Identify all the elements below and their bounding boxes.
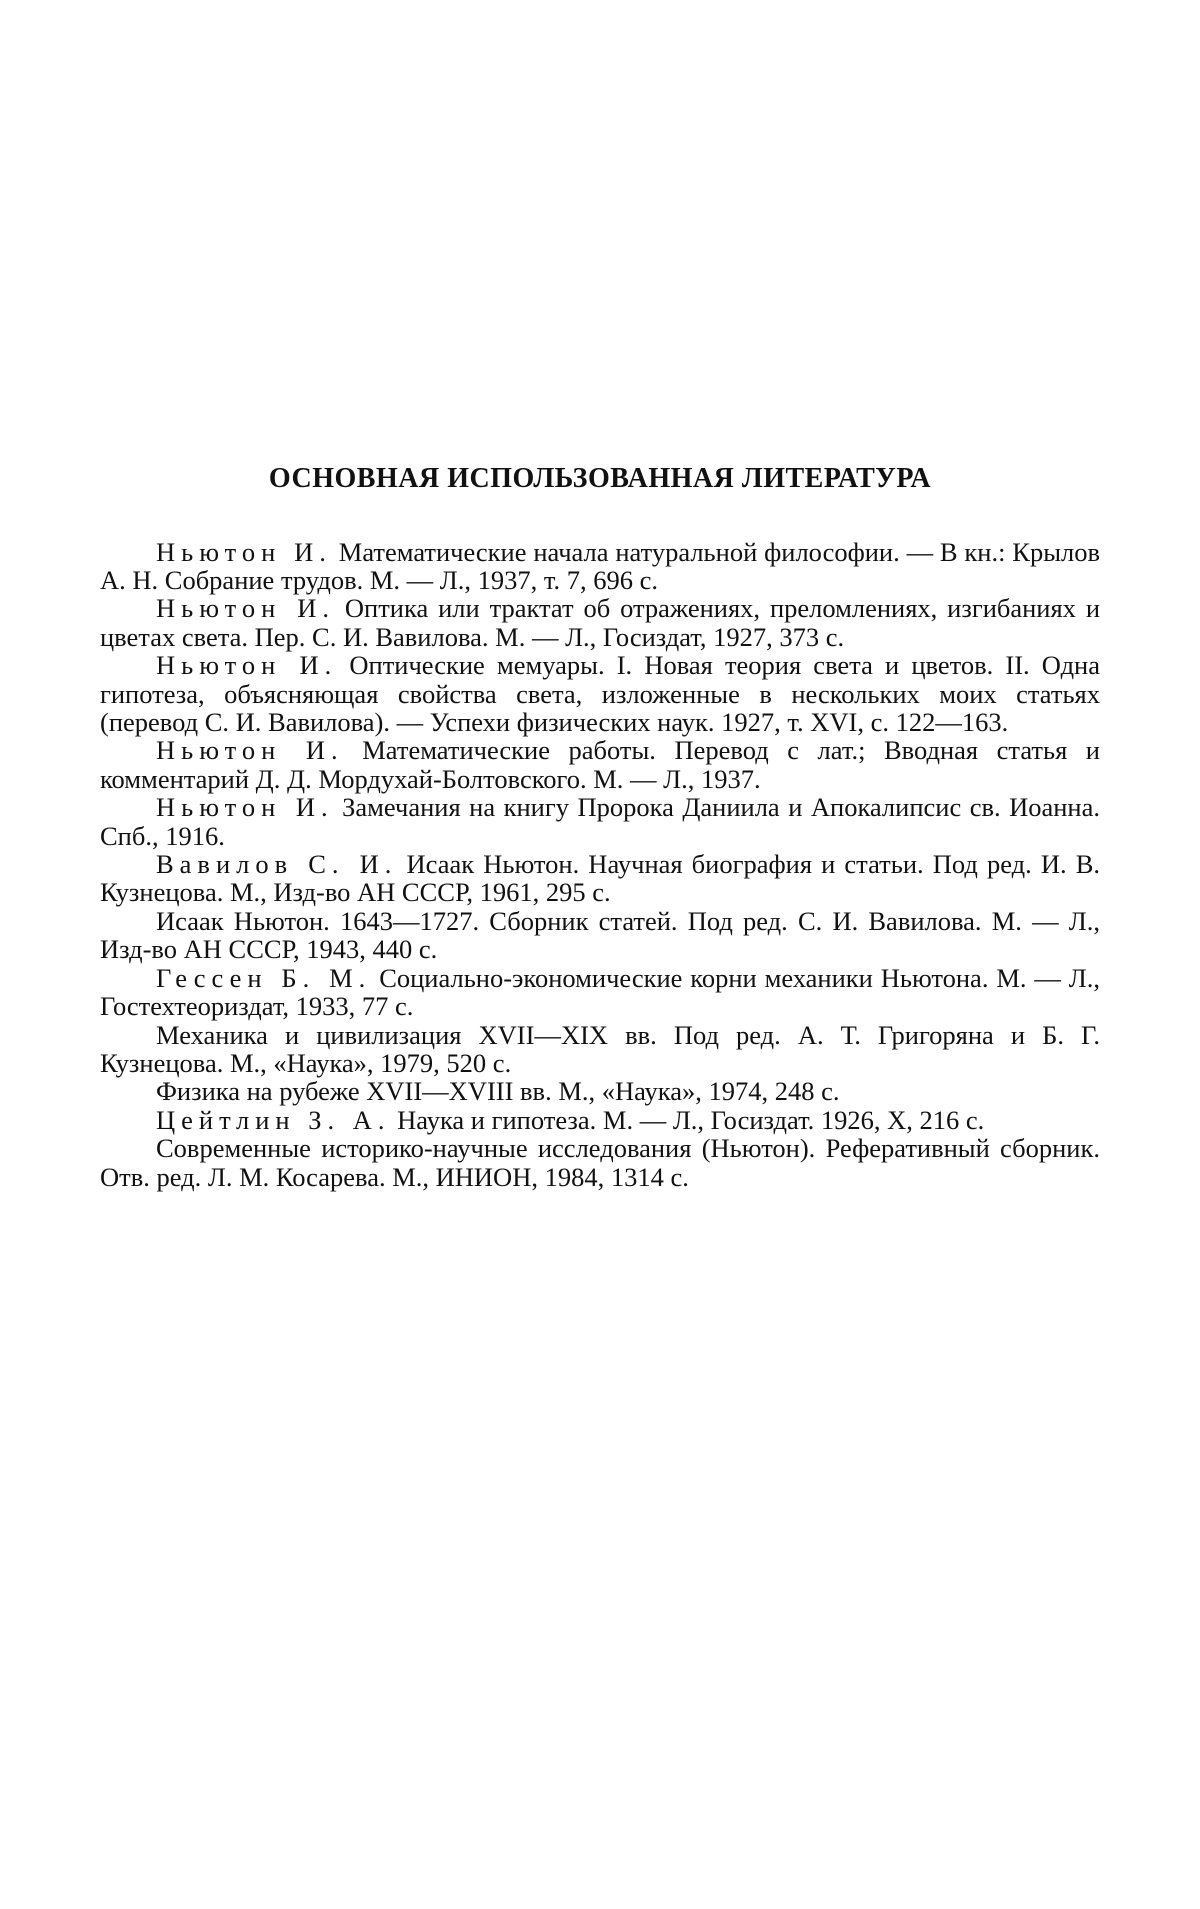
entry-author: Ньютон И. bbox=[156, 792, 334, 822]
bibliography-page bbox=[100, 462, 1100, 1191]
entry-text: Замечания на книгу Пророка Даниила и Апокалипсис св. Иоанна. Спб., 1916. bbox=[100, 792, 1100, 850]
bibliography-entry bbox=[100, 651, 1100, 736]
bibliography-entry bbox=[100, 538, 1100, 595]
bibliography-entry bbox=[100, 964, 1100, 1021]
bibliography-list bbox=[100, 538, 1100, 1191]
entry-author: Гессен Б. М. bbox=[156, 963, 371, 993]
entry-text: Современные историко-научные исследования (Ньютон). Реферативный сборник. Отв. ред. Л. М. Косарева. М., ИНИОН, 1984, 1314 с. bbox=[100, 1133, 1100, 1191]
bibliography-entry bbox=[100, 594, 1100, 651]
entry-author: Ньютон И. bbox=[156, 650, 337, 680]
entry-author: Ньютон И. bbox=[156, 735, 344, 765]
entry-author: Ньютон И. bbox=[156, 593, 335, 623]
entry-text: Исаак Ньютон. Научная биография и статьи. Под ред. И. В. Кузнецова. М., Изд-во АН СССР, 1961, 295 с. bbox=[100, 849, 1100, 907]
entry-text: Физика на рубеже XVII—XVIII вв. М., «Наука», 1974, 248 с. bbox=[156, 1076, 840, 1106]
entry-author: Ньютон И. bbox=[156, 537, 332, 567]
bibliography-entry bbox=[100, 907, 1100, 964]
entry-text: Наука и гипотеза. М. — Л., Госиздат. 1926, X, 216 с. bbox=[397, 1105, 984, 1135]
entry-text: Оптические мемуары. I. Новая теория света и цветов. II. Одна гипотеза, объясняющая свойства света, изложенные в нескольких моих статьях (перевод С. И. Вавилова). — Успехи физических наук. 1927, т. XVI, с. 122—163. bbox=[100, 650, 1100, 737]
bibliography-entry bbox=[100, 1021, 1100, 1078]
bibliography-entry bbox=[100, 1077, 1100, 1105]
entry-text: Математические начала натуральной философии. — В кн.: Крылов А. Н. Собрание трудов. М. — Л., 1937, т. 7, 696 с. bbox=[100, 537, 1100, 595]
entry-text: Оптика или трактат об отражениях, преломлениях, изгибаниях и цветах света. Пер. С. И. Вавилова. М. — Л., Госиздат, 1927, 373 с. bbox=[100, 593, 1100, 651]
entry-author: Вавилов С. И. bbox=[156, 849, 397, 879]
bibliography-entry bbox=[100, 850, 1100, 907]
bibliography-entry bbox=[100, 1134, 1100, 1191]
bibliography-entry bbox=[100, 793, 1100, 850]
bibliography-entry bbox=[100, 1106, 1100, 1134]
entry-text: Социально-экономические корни механики Ньютона. М. — Л., Гостехтеориздат, 1933, 77 с. bbox=[100, 963, 1100, 1021]
entry-text: Механика и цивилизация XVII—XIX вв. Под ред. А. Т. Григоряна и Б. Г. Кузнецова. М., «Наука», 1979, 520 с. bbox=[100, 1020, 1100, 1078]
bibliography-entry bbox=[100, 736, 1100, 793]
entry-text: Исаак Ньютон. 1643—1727. Сборник статей. Под ред. С. И. Вавилова. М. — Л., Изд-во АН СССР, 1943, 440 с. bbox=[100, 906, 1100, 964]
entry-author: Цейтлин З. А. bbox=[156, 1105, 391, 1135]
page-title: ОСНОВНАЯ ИСПОЛЬЗОВАННАЯ ЛИТЕРАТУРА bbox=[100, 462, 1100, 496]
entry-text: Математические работы. Перевод с лат.; Вводная статья и комментарий Д. Д. Мордухай-Болтовского. М. — Л., 1937. bbox=[100, 735, 1100, 793]
